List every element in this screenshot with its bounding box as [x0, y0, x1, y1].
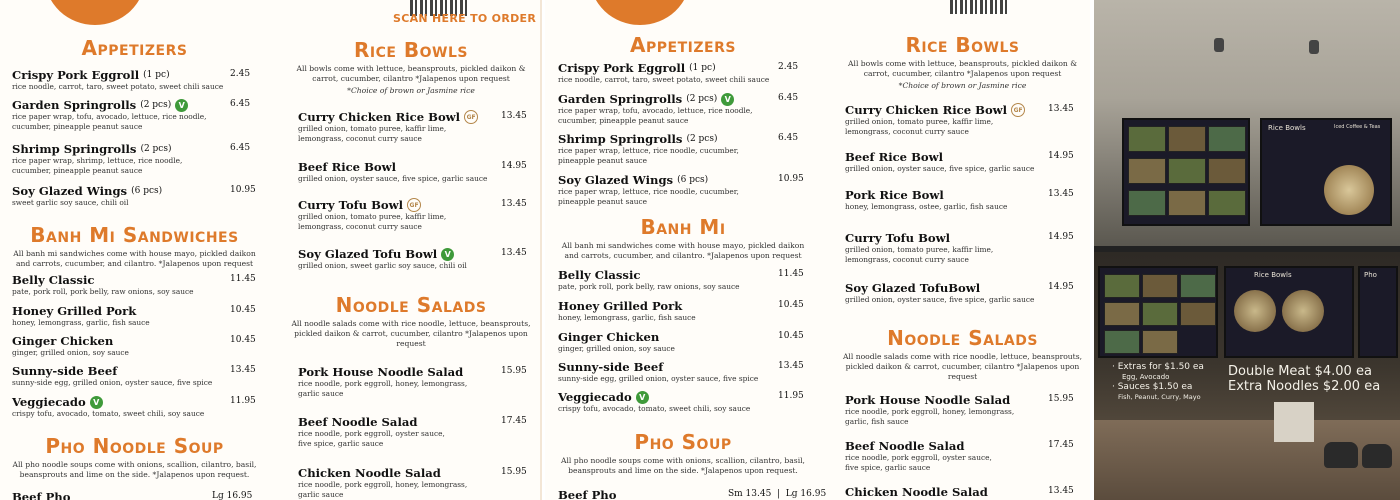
- menu-item: [12, 142, 251, 175]
- item-price: 17.45: [1048, 440, 1074, 450]
- item-desc: grilled onion, oyster sauce, five spice, garlic sauce: [845, 164, 1035, 173]
- item-name: Ginger Chicken: [558, 330, 660, 344]
- section-note-rice-choice: [286, 86, 536, 96]
- item-price: 11.95: [778, 391, 804, 401]
- photo-menu-boards-counter: [1094, 252, 1400, 500]
- menu-screen: [1260, 118, 1392, 226]
- section-title-noodle-salads: Noodle Salads: [335, 293, 487, 317]
- item-name: Soy Glazed TofuBowl: [845, 281, 981, 295]
- item-qty: (2 pcs): [140, 100, 172, 110]
- item-price: 6.45: [230, 143, 251, 153]
- vegan-badge-icon: V: [90, 396, 103, 409]
- bowl-photo: [1234, 290, 1276, 332]
- menu-item: [558, 92, 799, 125]
- food-tile: [1128, 126, 1166, 152]
- item-desc: rice paper wrap, lettuce, rice noodle, cucumber, pineapple peanut sauce: [558, 187, 739, 206]
- item-price: 10.95: [230, 185, 256, 195]
- screen-title: Pho: [1364, 271, 1377, 279]
- item-desc: ginger, grilled onion, soy sauce: [558, 344, 675, 353]
- item-name: Beef Noodle Salad: [845, 439, 965, 453]
- item-price: 6.45: [778, 133, 799, 143]
- item-qty: (1 pc): [143, 70, 170, 80]
- item-name: Shrimp Springrolls: [558, 132, 683, 146]
- section-title-banh-mi: Banh Mi Sandwiches: [30, 223, 239, 247]
- item-price: 6.45: [230, 99, 251, 109]
- chalk-text: · Sauces $1.50 ea: [1112, 382, 1193, 392]
- item-price: 11.45: [778, 269, 804, 279]
- restaurant-photos: [1094, 0, 1400, 500]
- chalk-text: Double Meat $4.00 ea: [1228, 364, 1372, 379]
- ceiling-light-icon: [1214, 38, 1224, 52]
- menu-item: [558, 268, 808, 292]
- menu-item: [12, 364, 257, 388]
- menu-item: [845, 150, 1080, 174]
- menu-item: [558, 173, 804, 206]
- ceiling-light-icon: [1309, 40, 1319, 54]
- scan-to-order-label: SCAN HERE TO ORDER: [393, 12, 537, 25]
- item-price: 13.45: [230, 365, 256, 375]
- menu-item: [298, 110, 528, 143]
- item-name: Belly Classic: [12, 273, 95, 287]
- food-tile: [1168, 126, 1206, 152]
- menu-item: [845, 281, 1080, 305]
- item-desc: pate, pork roll, pork belly, raw onions, soy sauce: [558, 282, 740, 291]
- item-name: Belly Classic: [558, 268, 641, 282]
- vegan-badge-icon: V: [636, 391, 649, 404]
- item-desc: grilled onion, oyster sauce, five spice, garlic sauce: [298, 174, 488, 183]
- item-desc: honey, lemongrass, garlic, fish sauce: [558, 313, 696, 322]
- item-name: Shrimp Springrolls: [12, 142, 137, 156]
- vegan-badge-icon: V: [175, 99, 188, 112]
- item-desc: crispy tofu, avocado, tomato, sweet chili, soy sauce: [558, 404, 751, 413]
- food-tile: [1128, 190, 1166, 216]
- item-desc: rice noodle, carrot, taro, sweet potato, sweet chili sauce: [558, 75, 770, 84]
- item-qty: (2 pcs): [686, 134, 718, 144]
- vegan-badge-icon: V: [441, 248, 454, 261]
- gluten-free-badge-icon: GF: [407, 198, 421, 212]
- section-note: All bowls come with lettuce, beansprouts, pickled daikon & carrot, cucumber, cilantro *Jalapenos upon request: [296, 64, 526, 83]
- item-desc: pate, pork roll, pork belly, raw onions, soy sauce: [12, 287, 194, 296]
- item-name: Pork House Noodle Salad: [845, 393, 1011, 407]
- screen-title: Rice Bowls: [1268, 124, 1306, 132]
- item-name: Soy Glazed Wings: [558, 173, 674, 187]
- section-note: All noodle salads come with rice noodle, lettuce, beansprouts, pickled daikon & carrot, cucumber, cilantro *Jalapenos upon request: [842, 352, 1083, 381]
- item-desc: grilled onion, sweet garlic soy sauce, chili oil: [298, 261, 467, 270]
- food-tile: [1168, 190, 1206, 216]
- menu-item: [12, 68, 257, 92]
- section-note: All pho noodle soups come with onions, scallion, cilantro, basil, beansprouts and lime on the side. *Jalapenos upon request.: [561, 456, 805, 475]
- item-name: Beef Rice Bowl: [845, 150, 944, 164]
- section-note: All banh mi sandwiches come with house mayo, pickled daikon and carrots, cucumber, and cilantro. *Jalapenos upon request: [13, 249, 256, 268]
- menu-screen: [1098, 266, 1218, 358]
- item-name: Garden Springrolls: [12, 98, 137, 112]
- item-price: 13.45: [778, 361, 804, 371]
- section-title-rice-bowls: Rice Bowls: [353, 38, 468, 62]
- item-price: 6.45: [778, 93, 799, 103]
- item-price: 10.45: [230, 335, 256, 345]
- rice-choice-note: *Choice of brown or Jasmine rice: [898, 81, 1027, 90]
- chalk-text: Extra Noodles $2.00 ea: [1228, 379, 1381, 394]
- item-name: Chicken Noodle Salad: [298, 466, 441, 480]
- food-tile: [1142, 302, 1178, 326]
- item-price: 15.95: [501, 366, 527, 376]
- item-desc: rice noodle, carrot, taro, sweet potato, sweet chili sauce: [12, 82, 224, 91]
- item-name: Curry Chicken Rice Bowl: [298, 110, 461, 124]
- item-desc: rice paper wrap, shrimp, lettuce, rice noodle, cucumber, pineapple peanut sauce: [12, 156, 183, 175]
- item-desc: rice noodle, pork eggroll, honey, lemongrass, garlic, fish sauce: [845, 407, 1015, 426]
- menu-item: [298, 466, 528, 499]
- item-price: 13.45: [501, 111, 527, 121]
- menu-screen: [1224, 266, 1354, 358]
- item-price: 10.95: [778, 174, 804, 184]
- item-price: Lg 16.95: [212, 491, 253, 500]
- item-desc: rice noodle, pork eggroll, oyster sauce, five spice, garlic sauce: [845, 453, 992, 472]
- item-price: 2.45: [778, 62, 799, 72]
- item-name: Sunny-side Beef: [558, 360, 664, 374]
- item-name: Crispy Pork Eggroll: [12, 68, 140, 82]
- item-name: Beef Pho: [12, 490, 71, 500]
- vegan-badge-icon: V: [721, 93, 734, 106]
- menu-item: [558, 299, 808, 323]
- food-tile: [1142, 330, 1178, 354]
- item-price: 13.45: [1048, 104, 1074, 114]
- menu-item: [558, 360, 808, 384]
- food-tile: [1142, 274, 1178, 298]
- item-name: Curry Chicken Rice Bowl: [845, 103, 1008, 117]
- item-name: Ginger Chicken: [12, 334, 114, 348]
- menu-item: [558, 61, 808, 85]
- section-note: All pho noodle soups come with onions, scallion, cilantro, basil, beansprouts and lime on the side. *Jalapenos upon request.: [12, 460, 257, 479]
- section-note-rice-choice: [840, 81, 1085, 91]
- chalk-text: · Extras for $1.50 ea: [1112, 362, 1204, 372]
- chalk-text: Fish, Peanut, Curry, Mayo: [1118, 393, 1201, 401]
- item-qty: (6 pcs): [677, 175, 709, 185]
- qr-code: [950, 0, 1010, 14]
- item-name: Beef Pho: [558, 488, 617, 500]
- menu-item: [12, 395, 257, 419]
- menu-item: [558, 390, 808, 414]
- item-qty: (6 pcs): [131, 186, 163, 196]
- item-desc: sunny-side egg, grilled onion, oyster sauce, five spice: [558, 374, 759, 383]
- item-desc: grilled onion, oyster sauce, five spice, garlic sauce: [845, 295, 1035, 304]
- item-name: Honey Grilled Pork: [12, 304, 137, 318]
- menu-screen: [1358, 266, 1398, 358]
- section-title-rice-bowls: Rice Bowls: [905, 33, 1020, 57]
- item-desc: rice noodle, pork eggroll, honey, lemongrass, garlic sauce: [298, 480, 468, 499]
- menu-item: [12, 273, 257, 297]
- item-name: Veggiecado: [558, 390, 632, 404]
- item-price: 13.45: [1048, 189, 1074, 199]
- item-name: Veggiecado: [12, 395, 86, 409]
- chalk-text: Egg, Avocado: [1122, 373, 1170, 381]
- item-desc: crispy tofu, avocado, tomato, sweet chili, soy sauce: [12, 409, 205, 418]
- screen-title: Iced Coffee & Teas: [1334, 124, 1381, 130]
- logo-circle: [590, 0, 690, 25]
- food-tile: [1208, 158, 1246, 184]
- menu-item: [298, 247, 528, 271]
- item-desc: sweet garlic soy sauce, chili oil: [12, 198, 129, 207]
- cup-stack: [1274, 402, 1314, 442]
- item-name: Garden Springrolls: [558, 92, 683, 106]
- food-tile: [1104, 274, 1140, 298]
- item-name: Curry Tofu Bowl: [845, 231, 951, 245]
- item-price: 14.95: [1048, 151, 1074, 161]
- item-price: 10.45: [778, 300, 804, 310]
- item-name: Honey Grilled Pork: [558, 299, 683, 313]
- section-title-banh-mi: Banh Mi: [640, 215, 726, 239]
- screen-title: Rice Bowls: [1254, 271, 1292, 279]
- menu-item: [845, 485, 1080, 499]
- menu-item: [845, 439, 1080, 472]
- item-qty: (1 pc): [689, 63, 716, 73]
- menu-item: [12, 184, 257, 208]
- section-title-pho: Pho Soup: [634, 430, 732, 454]
- item-price: 2.45: [230, 69, 251, 79]
- item-desc: rice paper wrap, tofu, avocado, lettuce, rice noodle, cucumber, pineapple peanut sauce: [12, 112, 207, 131]
- item-price: 17.45: [501, 416, 527, 426]
- item-desc: grilled onion, tomato puree, kaffir lime, lemongrass, coconut curry sauce: [298, 124, 447, 143]
- photo-menu-boards-top: [1094, 0, 1400, 246]
- item-name: Curry Tofu Bowl: [298, 198, 404, 212]
- item-price: 13.45: [1048, 486, 1074, 496]
- gluten-free-badge-icon: GF: [1011, 103, 1025, 117]
- item-price: 13.45: [501, 248, 527, 258]
- item-name: Sunny-side Beef: [12, 364, 118, 378]
- item-price: 14.95: [1048, 232, 1074, 242]
- menu-scan-left: [0, 0, 542, 500]
- item-name: Beef Noodle Salad: [298, 415, 418, 429]
- item-desc: sunny-side egg, grilled onion, oyster sauce, five spice: [12, 378, 213, 387]
- section-title-appetizers: Appetizers: [630, 33, 736, 57]
- menu-item: [558, 132, 799, 165]
- menu-item: [12, 490, 257, 500]
- item-desc: honey, lemongrass, ostee, garlic, fish sauce: [845, 202, 1008, 211]
- item-name: Soy Glazed Wings: [12, 184, 128, 198]
- menu-item: [298, 198, 528, 231]
- item-desc: honey, lemongrass, garlic, fish sauce: [12, 318, 150, 327]
- menu-screen: [1122, 118, 1250, 226]
- rice-choice-note: *Choice of brown or Jasmine rice: [347, 86, 475, 95]
- menu-item: [12, 98, 251, 131]
- item-qty: (2 pcs): [140, 144, 172, 154]
- item-name: Soy Glazed Tofu Bowl: [298, 247, 438, 261]
- menu-item: [845, 231, 1080, 264]
- item-price: 10.45: [778, 331, 804, 341]
- food-tile: [1104, 302, 1140, 326]
- item-price: 11.45: [230, 274, 256, 284]
- food-tile: [1180, 302, 1216, 326]
- rice-bowl-photo: [1324, 165, 1374, 215]
- food-tile: [1128, 158, 1166, 184]
- menu-item: [845, 188, 1080, 212]
- item-price: 11.95: [230, 396, 256, 406]
- menu-item: [298, 160, 528, 184]
- bowl-photo: [1282, 290, 1324, 332]
- item-desc: grilled onion, tomato puree, kaffir lime, lemongrass, coconut curry sauce: [845, 117, 994, 136]
- food-tile: [1168, 158, 1206, 184]
- food-tile: [1208, 190, 1246, 216]
- menu-item: [12, 334, 257, 358]
- item-desc: grilled onion, tomato puree, kaffir lime, lemongrass, coconut curry sauce: [845, 245, 994, 264]
- section-note: All bowls come with lettuce, beansprouts, pickled daikon & carrot, cucumber, cilantro *Jalapenos upon request: [848, 59, 1077, 78]
- food-tile: [1180, 274, 1216, 298]
- food-tile: [1104, 330, 1140, 354]
- item-price: 14.95: [1048, 282, 1074, 292]
- item-price: 15.95: [1048, 394, 1074, 404]
- item-price: Sm 13.45 | Lg 16.95: [728, 489, 827, 499]
- item-desc: grilled onion, tomato puree, kaffir lime, lemongrass, coconut curry sauce: [298, 212, 447, 231]
- item-desc: rice paper wrap, lettuce, rice noodle, cucumber, pineapple peanut sauce: [558, 146, 739, 165]
- item-price: 14.95: [501, 161, 527, 171]
- section-title-appetizers: Appetizers: [81, 36, 188, 60]
- menu-item: [298, 415, 528, 448]
- item-name: Chicken Noodle Salad: [845, 485, 988, 499]
- section-title-pho: Pho Noodle Soup: [45, 434, 224, 458]
- item-price: 13.45: [501, 199, 527, 209]
- item-desc: rice noodle, pork eggroll, honey, lemongrass, garlic sauce: [298, 379, 468, 398]
- item-name: Pork Rice Bowl: [845, 188, 944, 202]
- pot-icon: [1362, 444, 1392, 468]
- food-tile: [1208, 126, 1246, 152]
- item-qty: (2 pcs): [686, 94, 718, 104]
- item-name: Beef Rice Bowl: [298, 160, 397, 174]
- menu-item: [558, 330, 808, 354]
- item-name: Pork House Noodle Salad: [298, 365, 464, 379]
- item-desc: rice noodle, pork eggroll, oyster sauce, five spice, garlic sauce: [298, 429, 445, 448]
- section-note: All noodle salads come with rice noodle, lettuce, beansprouts, pickled daikon & carrot, cucumber, cilantro *Jalapenos upon request: [291, 319, 531, 348]
- menu-item: [845, 103, 1080, 136]
- item-name: Crispy Pork Eggroll: [558, 61, 686, 75]
- menu-item: [298, 365, 528, 398]
- item-desc: ginger, grilled onion, soy sauce: [12, 348, 129, 357]
- item-desc: rice paper wrap, tofu, avocado, lettuce, rice noodle, cucumber, pineapple peanut sauce: [558, 106, 753, 125]
- menu-scan-right: [545, 0, 1090, 500]
- menu-item: [12, 304, 257, 328]
- menu-item: [845, 393, 1080, 426]
- logo-circle: [45, 0, 145, 25]
- section-title-noodle-salads: Noodle Salads: [887, 326, 1038, 350]
- section-note: All banh mi sandwiches come with house mayo, pickled daikon and carrots, cucumber, and cilantro. *Jalapenos upon request: [561, 241, 805, 260]
- gluten-free-badge-icon: GF: [464, 110, 478, 124]
- menu-item: [558, 488, 827, 500]
- pot-icon: [1324, 442, 1358, 468]
- item-price: 15.95: [501, 467, 527, 477]
- item-price: 10.45: [230, 305, 256, 315]
